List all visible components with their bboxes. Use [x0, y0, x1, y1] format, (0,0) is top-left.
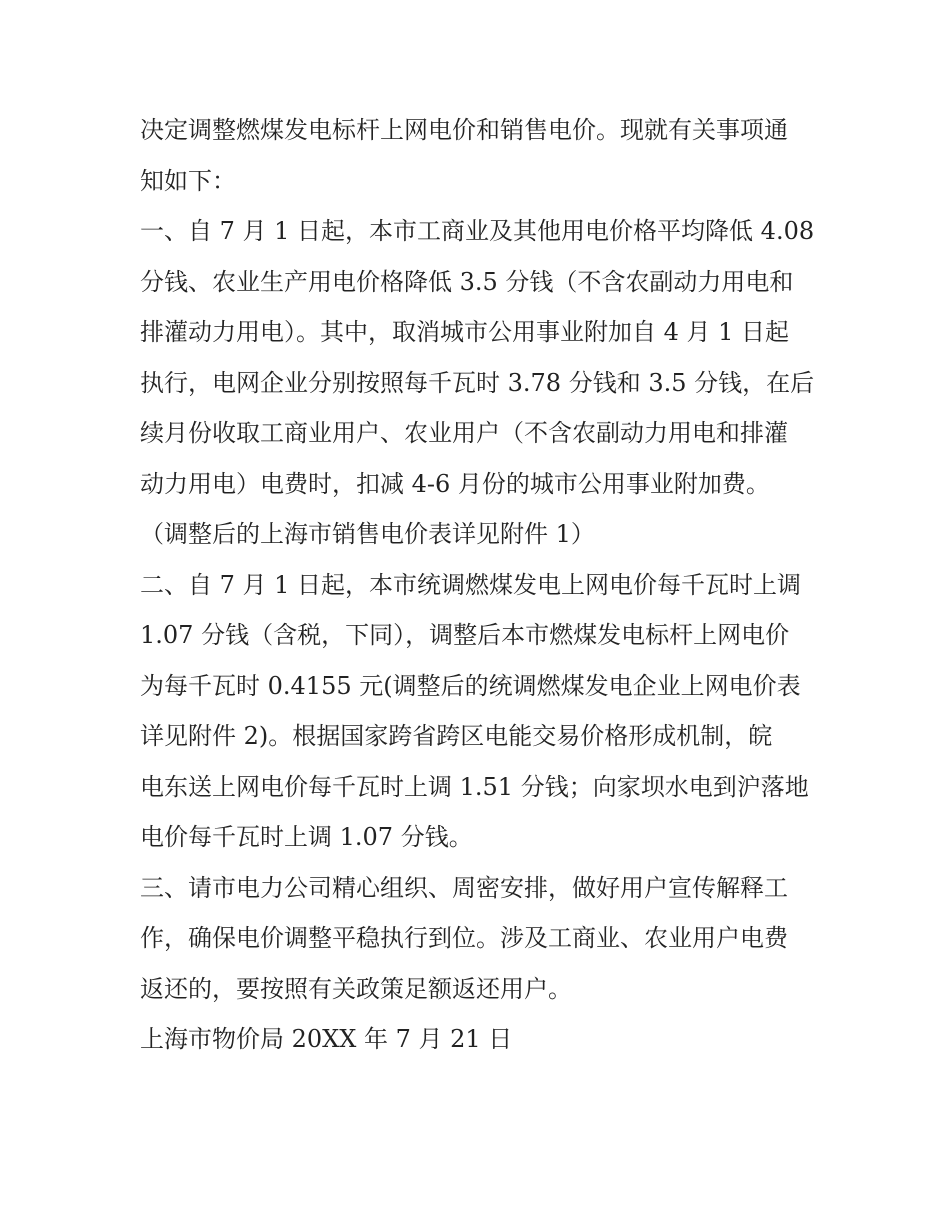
text-line: 二、自 7 月 1 日起，本市统调燃煤发电上网电价每千瓦时上调 — [140, 571, 802, 599]
text-line: 分钱、农业生产用电价格降低 3.5 分钱（不含农副动力用电和 — [140, 268, 794, 296]
text-line: 动力用电）电费时，扣减 4-6 月份的城市公用事业附加费。 — [140, 470, 770, 498]
text-line: 电价每千瓦时上调 1.07 分钱。 — [140, 823, 473, 851]
text-line: 一、自 7 月 1 日起，本市工商业及其他用电价格平均降低 4.08 — [140, 217, 815, 245]
text-line: 电东送上网电价每千瓦时上调 1.51 分钱；向家坝水电到沪落地 — [140, 773, 809, 801]
signature-line: 上海市物价局 20XX 年 7 月 21 日 — [140, 1025, 513, 1053]
text-line: 详见附件 2)。根据国家跨省跨区电能交易价格形成机制，皖 — [140, 722, 773, 750]
text-line: 知如下： — [140, 167, 236, 195]
text-line: 执行，电网企业分别按照每千瓦时 3.78 分钱和 3.5 分钱，在后 — [140, 369, 815, 397]
text-line: 决定调整燃煤发电标杆上网电价和销售电价。现就有关事项通 — [140, 116, 788, 144]
text-line: 排灌动力用电）。其中，取消城市公用事业附加自 4 月 1 日起 — [140, 318, 790, 346]
text-line: 续月份收取工商业用户、农业用户（不含农副动力用电和排灌 — [140, 419, 788, 447]
text-line: 返还的，要按照有关政策足额返还用户。 — [140, 975, 572, 1003]
text-line: （调整后的上海市销售电价表详见附件 1） — [140, 520, 595, 548]
text-line: 三、请市电力公司精心组织、周密安排，做好用户宣传解释工 — [140, 874, 788, 902]
text-line: 为每千瓦时 0.4155 元(调整后的统调燃煤发电企业上网电价表 — [140, 672, 801, 700]
text-line: 1.07 分钱（含税，下同），调整后本市燃煤发电标杆上网电价 — [140, 621, 790, 649]
text-line: 作，确保电价调整平稳执行到位。涉及工商业、农业用户电费 — [140, 924, 788, 952]
